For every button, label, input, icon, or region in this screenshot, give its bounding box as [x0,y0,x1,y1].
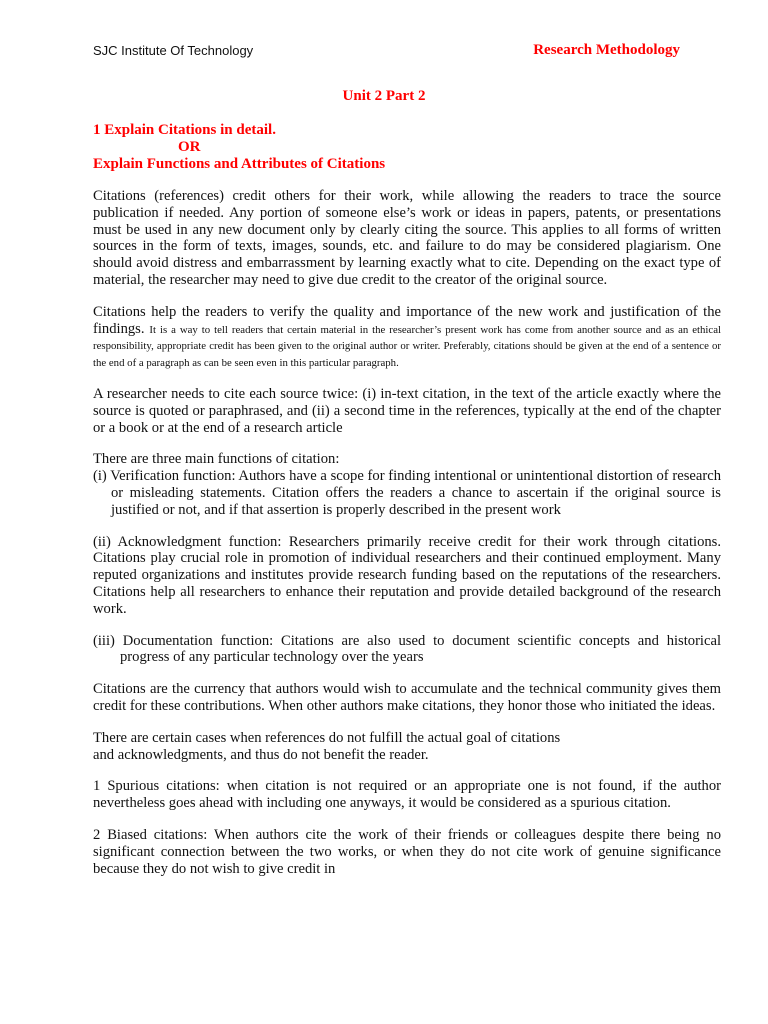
unit-title: Unit 2 Part 2 [342,88,426,104]
paragraph-cases [93,730,721,764]
paragraph-currency: Citations are the currency that authors would wish to accumulate and the technical community gives them credit for these contributions. When other authors make citations, they honor those who initiated the ideas. [93,681,721,714]
paragraph-cite-twice: A researcher needs to cite each source twice: (i) in-text citation, in the text of the article exactly where the source is quoted or paraphrased, and (ii) a second time in the references, typically at the end of the chapter or a book or at the end of a research article [93,385,721,436]
spurious-citations: 1 Spurious citations: when citation is not required or an appropriate one is not found, if the author nevertheless goes ahead with including one anyways, it would be considered as a spurious citation. [93,778,721,812]
paragraph-verify-lead: Citations help the readers to verify the quality and importance of the new work and justification of the findings. [93,303,721,337]
question-alt-heading: Explain Functions and Attributes of Citations [93,156,386,172]
paragraph-cases-line2: and acknowledgments, and thus do not benefit the reader. [93,746,429,763]
paragraph-verify-small: It is a way to tell readers that certain material in the researcher’s present work has come from another source and as an ethical responsibility, appropriate credit has been given to the original author or writer. Preferably, citations should be given at the end of a sentence or the end of a paragraph as can be seen even in this particular paragraph. [93,323,721,370]
header-institute: SJC Institute Of Technology [93,43,254,58]
functions-intro: There are three main functions of citation: [93,451,340,468]
verification-function: (i) Verification function: Authors have a scope for finding intentional or unintentional distortion of research or misleading statements. Citation offers the readers a chance to ascertain if the original source is justified or not, and if that assertion is properly described in the present work [93,468,721,518]
document-body [93,188,721,877]
paragraph-cases-line1: There are certain cases when references do not fulfill the actual goal of citations [93,729,561,746]
question-or: OR [178,139,201,155]
biased-citations: 2 Biased citations: When authors cite the work of their friends or colleagues despite there being no significant connection between the two works, or when they do not cite work of genuine significance because they do not wish to give credit in [93,826,721,877]
paragraph-verify [93,304,721,371]
documentation-function: (iii) Documentation function: Citations are also used to document scientific concepts and historical progress of any particular technology over the years [93,632,721,666]
paragraph-intro: Citations (references) credit others for their work, while allowing the readers to trace the source publication if needed. Any portion of someone else’s work or ideas in papers, patents, or presentations must be used in any new document only by clearly citing the source. This applies to all forms of written sources in the form of texts, images, sounds, etc. and failure to do may be considered plagiarism. One should avoid distress and embarrassment by learning exactly what to cite. Depending on the exact type of material, the researcher may need to give due credit to the creator of the original source. [93,188,721,288]
question-heading: 1 Explain Citations in detail. [93,122,276,138]
header-subject: Research Methodology [533,42,680,58]
acknowledgment-function: (ii) Acknowledgment function: Researchers primarily receive credit for their work through citations. Citations play crucial role in promotion of individual researchers and their continued employment. Many reputed organizations and institutes provide research funding based on the reputations of the researchers. Citations help all researchers to enhance their reputation and provide detailed background of the research work. [93,533,721,617]
